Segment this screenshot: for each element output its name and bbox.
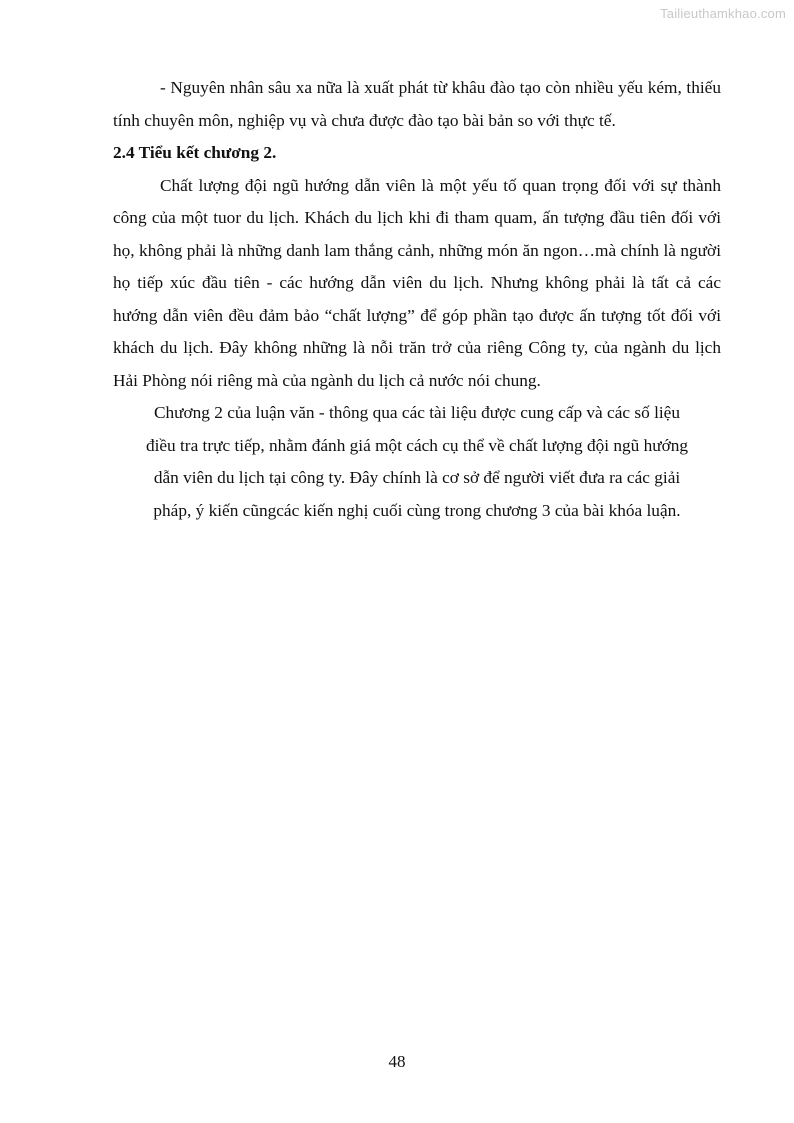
text-line: dẫn viên du lịch tại công ty. Đây chính là cơ sở để người viết đưa ra các giải bbox=[153, 468, 681, 487]
watermark: Tailieuthamkhao.com bbox=[660, 6, 786, 21]
text-line: điều tra trực tiếp, nhằm đánh giá một cách cụ thể về chất lượng đội ngũ hướng bbox=[145, 435, 689, 455]
text-line: pháp, ý kiến cũngcác kiến nghị cuối cùng trong chương 3 của bài khóa luận. bbox=[153, 500, 681, 520]
text-line: Chương 2 của luận văn - thông qua các tài liệu được cung cấp và các số liệu bbox=[154, 403, 680, 422]
document-body bbox=[113, 72, 721, 527]
paragraph-chapter-conclusion bbox=[113, 397, 721, 527]
section-heading: 2.4 Tiểu kết chương 2. bbox=[113, 143, 277, 162]
page-number: 48 bbox=[388, 1052, 406, 1071]
paragraph-cause: - Nguyên nhân sâu xa nữa là xuất phát từ khâu đào tạo còn nhiều yếu kém, thiếu tính chuyên môn, nghiệp vụ và chưa được đào tạo bài bản so với thực tế. bbox=[113, 78, 721, 130]
paragraph-summary: Chất lượng đội ngũ hướng dẫn viên là một yếu tố quan trọng đối với sự thành công của một tuor du lịch. Khách du lịch khi đi tham quam, ấn tượng đầu tiên đối với họ, không phải là những danh lam thắng cảnh, những món ăn ngon…mà chính là người họ tiếp xúc đầu tiên - các hướng dẫn viên du lịch. Nhưng không phải là tất cả các hướng dẫn viên đều đảm bảo “chất lượng” để góp phần tạo được ấn tượng tốt đối với khách du lịch. Đây không những là nỗi trăn trở của riêng Công ty, của ngành du lịch Hải Phòng nói riêng mà của ngành du lịch cả nước nói chung. bbox=[113, 175, 721, 390]
